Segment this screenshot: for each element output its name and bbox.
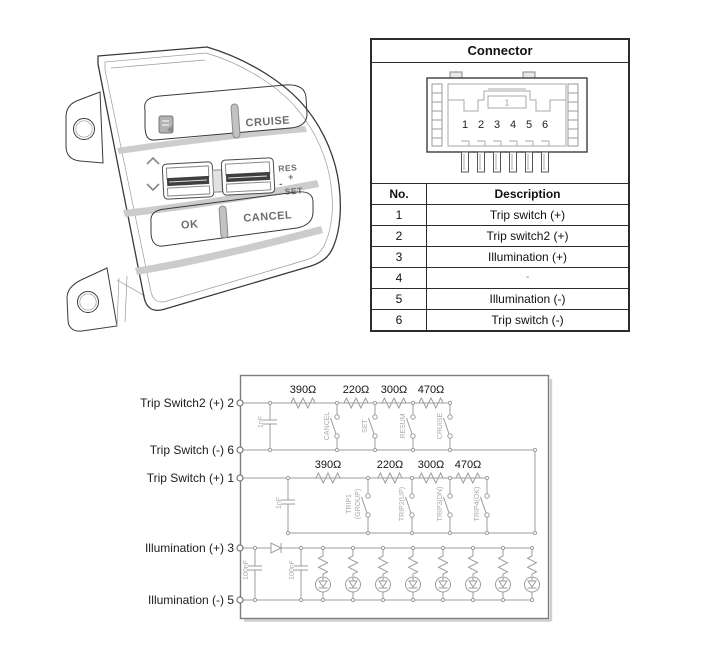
cruise-button-label: CRUISE (245, 114, 291, 130)
pin-label-illumination-neg: Illumination (-) 5 (147, 593, 234, 607)
switch-label-cancel: CANCEL (324, 411, 331, 441)
resistor-value: 220Ω (376, 459, 404, 471)
right-rocker-switch (221, 158, 275, 196)
switch-label-trip1-group: (GROUP) (355, 488, 362, 520)
resistor-value: 390Ω (314, 459, 342, 471)
resistor-value: 470Ω (417, 384, 445, 396)
capacitor-label: 1nF (258, 415, 265, 429)
table-row (372, 225, 628, 246)
row-description: Trip switch (-) (491, 313, 564, 327)
pin-label-trip-switch-pos: Trip Switch (+) 1 (146, 471, 234, 485)
table-header-row (372, 184, 628, 204)
resistor-value: 390Ω (289, 384, 317, 396)
chevron-down-icon (147, 184, 159, 190)
switch-label-resume: RESUM (400, 413, 407, 439)
rocker-center-bridge (212, 170, 222, 192)
table-row (372, 309, 628, 330)
button-divider-bottom (219, 206, 228, 238)
pin-description-table (372, 184, 628, 330)
mounting-tab-top (66, 92, 103, 163)
mounting-tab-bottom (67, 268, 145, 331)
switch-label-trip3-dn: TRIP3(DN) (437, 486, 444, 522)
table-row (372, 246, 628, 267)
row-description: - (525, 272, 530, 283)
row-description: Illumination (+) (487, 250, 568, 264)
row-no: 4 (372, 268, 427, 288)
table-row (372, 288, 628, 309)
res-label: RES (277, 162, 298, 174)
pin-number-2: 2 (477, 119, 485, 131)
switch-label-set: SET (362, 419, 369, 433)
resistor-value: 300Ω (380, 384, 408, 396)
table-row (372, 204, 628, 225)
pin-label-trip-switch-neg: Trip Switch (-) 6 (149, 443, 234, 457)
set-label: SET (284, 185, 304, 197)
pin-label-trip-switch2-pos: Trip Switch2 (+) 2 (140, 396, 234, 410)
resistor-value: 470Ω (454, 459, 482, 471)
connector-pinout-drawing (372, 64, 628, 182)
pin-terminal-5 (237, 597, 243, 603)
bezel-ridge-bottom (135, 226, 323, 275)
pin-number-3: 3 (493, 119, 501, 131)
pin-number-1: 1 (461, 119, 469, 131)
row-description: Illumination (-) (489, 292, 566, 306)
capacitor-label: 1nF (276, 496, 283, 510)
pin-terminal-2 (237, 400, 243, 406)
row-no: 5 (372, 289, 427, 309)
row-description: Trip switch2 (+) (486, 229, 569, 243)
row-no: 1 (372, 205, 427, 225)
capacitor-label: 100nF (289, 560, 296, 580)
connector-panel-title: Connector (372, 40, 628, 63)
resistor-value: 300Ω (417, 459, 445, 471)
steering-remote-switch-illustration (55, 30, 355, 340)
connector-panel (370, 38, 630, 332)
switch-label-trip4-ok: TRIP4(OK) (474, 486, 481, 522)
row-no: 3 (372, 247, 427, 267)
left-rocker-switch (162, 162, 214, 200)
circuit-schematic (105, 362, 575, 637)
set-minus-label: - (279, 179, 283, 190)
pin-terminal-3 (237, 545, 243, 551)
connector-index-label: 1 (504, 98, 510, 108)
pin-number-4: 4 (509, 119, 517, 131)
resistor-value: 220Ω (342, 384, 370, 396)
switch-label-trip2-up: TRIP2(UP) (399, 486, 406, 522)
pin-number-5: 5 (525, 119, 533, 131)
pin-terminal-6 (237, 447, 243, 453)
ok-button-label: OK (180, 218, 199, 232)
connector-terminal-pins (462, 152, 549, 172)
row-no: 6 (372, 310, 427, 330)
cancel-button-label: CANCEL (243, 209, 293, 225)
capacitor-label: 100nF (243, 560, 250, 580)
row-description: Trip switch (+) (489, 208, 566, 222)
table-row (372, 267, 628, 288)
res-plus-label: + (288, 172, 294, 182)
pin-number-6: 6 (541, 119, 549, 131)
circuit-pin-labels (140, 396, 234, 607)
switch-label-trip1: TRIP1 (346, 494, 353, 514)
switch-label-cruise: CRUISE (437, 412, 444, 440)
connector-drawing-cell (372, 63, 628, 184)
chevron-up-icon (147, 158, 159, 164)
trip-menu-icon (159, 116, 173, 133)
column-header-no: No. (372, 184, 427, 204)
row-no: 2 (372, 226, 427, 246)
pin-label-illumination-pos: Illumination (+) 3 (144, 541, 234, 555)
pin-terminal-1 (237, 475, 243, 481)
column-header-description: Description (494, 187, 561, 201)
